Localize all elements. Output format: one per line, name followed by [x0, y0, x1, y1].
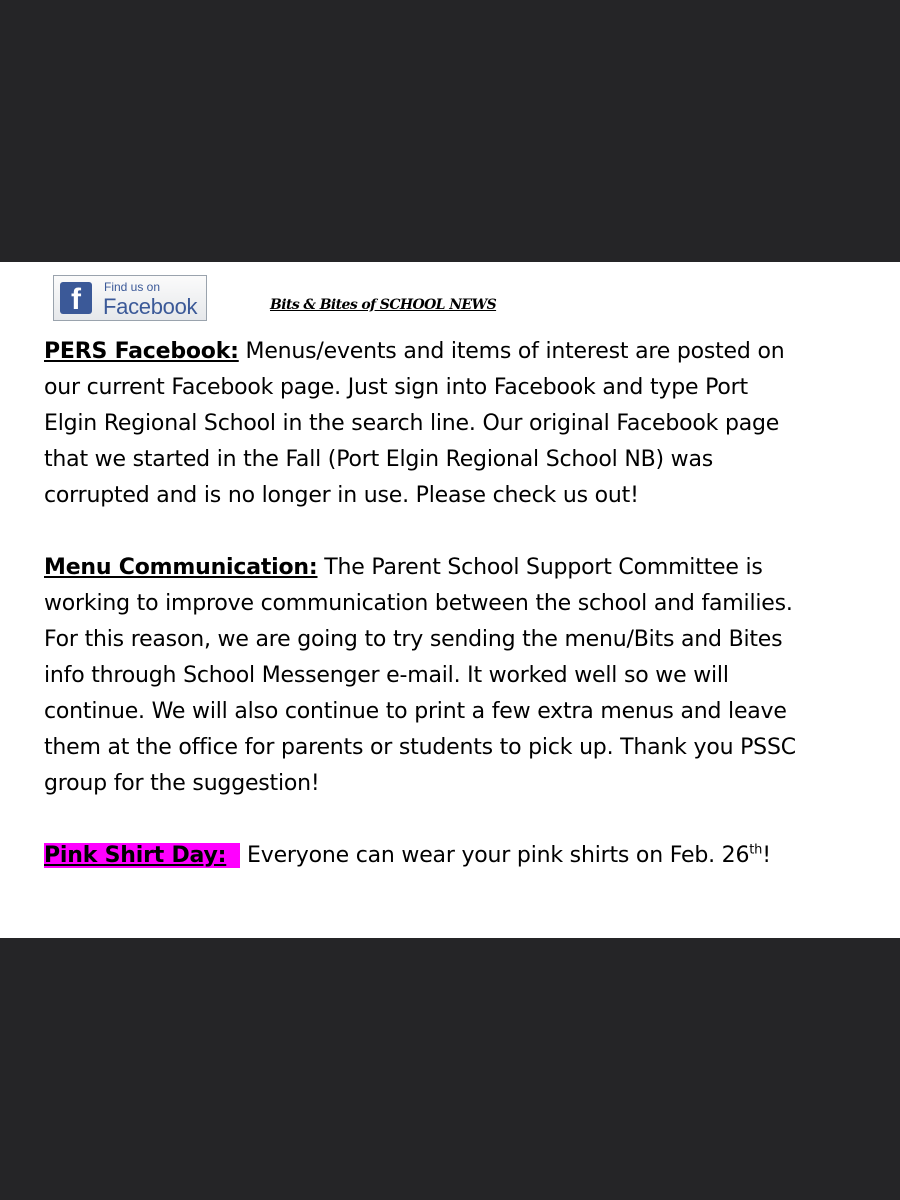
document-page: [0, 262, 900, 938]
text-line: [44, 550, 894, 586]
pink-shirt-day-section: [44, 838, 894, 874]
text-line: For this reason, we are going to try sending the menu/Bits and Bites: [44, 627, 783, 652]
text-line: [44, 334, 894, 370]
text-segment: Menus/events and items of interest are posted on: [238, 339, 785, 364]
text-line: that we started in the Fall (Port Elgin Regional School NB) was: [44, 447, 714, 472]
text-line: group for the suggestion!: [44, 771, 320, 796]
text-line: info through School Messenger e-mail. It worked well so we will: [44, 663, 729, 688]
text-line: corrupted and is no longer in use. Please check us out!: [44, 483, 639, 508]
text-line: our current Facebook page. Just sign into Facebook and type Port: [44, 375, 748, 400]
menu-communication-section: [44, 550, 894, 802]
facebook-badge-small-text: Find us on: [104, 280, 161, 294]
facebook-logo-icon: f: [60, 282, 92, 314]
section-heading: Menu Communication:: [44, 555, 318, 580]
section-heading: PERS Facebook:: [44, 339, 239, 364]
find-us-on-facebook-badge[interactable]: [53, 275, 207, 321]
text-segment: Everyone can wear your pink shirts on Feb. 26: [240, 843, 750, 868]
pink-highlighted-heading: Pink Shirt Day:: [44, 843, 240, 868]
text-line: them at the office for parents or students to pick up. Thank you PSSC: [44, 735, 796, 760]
pers-facebook-section: [44, 334, 894, 514]
facebook-badge-big-text: Facebook: [103, 294, 198, 319]
newsletter-body: [44, 334, 894, 910]
text-segment: The Parent School Support Committee is: [317, 555, 763, 580]
text-line: working to improve communication between the school and families.: [44, 591, 793, 616]
text-line: continue. We will also continue to print a few extra menus and leave: [44, 699, 787, 724]
text-segment: !: [762, 843, 771, 868]
text-line: Elgin Regional School in the search line. Our original Facebook page: [44, 411, 780, 436]
newsletter-title: Bits & Bites of SCHOOL NEWS: [270, 297, 497, 313]
text-line: [44, 838, 894, 874]
date-superscript: th: [749, 842, 763, 858]
